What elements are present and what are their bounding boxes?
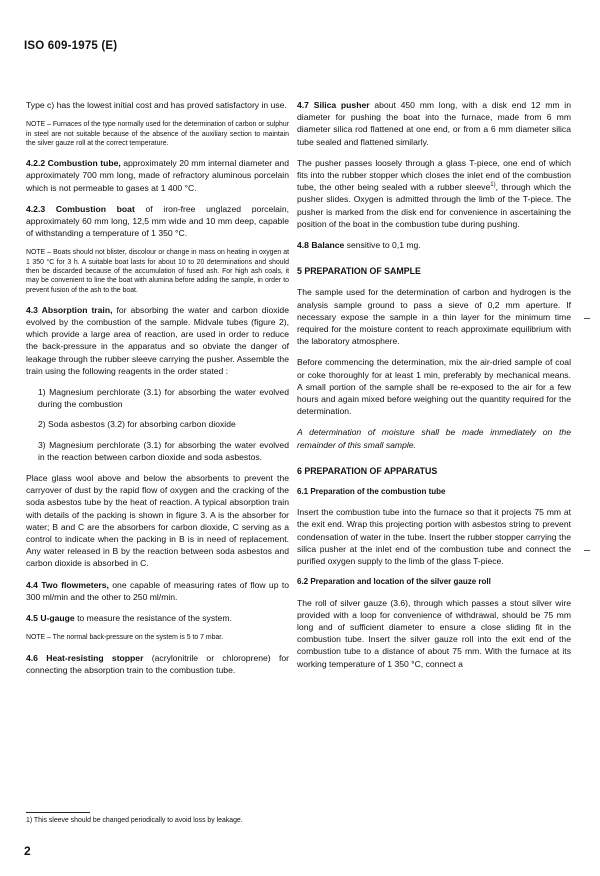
section-4-3-heading: 4.3 Absorption train, [26,304,113,315]
footnote: 1) This sleeve should be changed periodically to avoid loss by leakage. [26,817,243,824]
footnote-reference[interactable]: 1) [490,182,496,189]
section-4-6 [26,652,289,676]
section-4-7-heading: 4.7 Silica pusher [297,100,370,110]
glass-wool-paragraph: Place glass wool above and below the absorbents to prevent the carryover of dust by the rapid flow of oxygen and the cracking of the soda asbestos tube by the heat of reaction. A typical absorption train with details of the packing is shown in figure 3. A is the absorber for water; B and C are the absorbers for carbon dioxide, C serving as a control to indicate when the packing in B is in need of replacement. Any water released in B by the reaction between soda asbestos and carbon dioxide is absorbed in C. [26,473,289,569]
section-6-2-heading: 6.2 Preparation and location of the silver gauze roll [297,577,491,587]
section-4-2-2 [26,157,289,194]
section-4-5 [26,612,289,624]
section-4-4-body: one capable of measuring rates of flow up to 300 ml/min and the other to 250 ml/min. [26,579,289,602]
list-item: 3) Magnesium perchlorate (3.1) for absorbing the water evolved in the reaction between carbon dioxide and soda asbestos. [38,439,289,462]
pusher-paragraph [297,157,571,230]
margin-mark [584,550,590,551]
section-4-6-heading: 4.6 Heat-resisting stopper [26,652,144,663]
reagent-list [26,386,289,463]
left-column [26,99,289,685]
margin-mark [584,318,590,319]
section-4-2-3-body: of iron-free unglazed porcelain, approximately 60 mm long, 12,5 mm wide and 10 mm deep, capable of withstanding a temperature of 1 350 °C. [26,203,289,239]
pusher-text-a: The pusher passes loosely through a glass T-piece, one end of which fits into the rubber stopper which closes the inlet end of the combustion tube, the other being sealed with a rubber sleeve [297,157,571,193]
section-4-7-body: about 450 mm long, with a disk end 12 mm in diameter for pushing the boat into the furnace, made from 6 mm diameter silica rod flattened at one end, or from a 6 mm diameter silica tube sealed and flattened similarly. [297,100,571,147]
section-4-8 [297,239,571,251]
page-number: 2 [24,844,31,858]
note-boats: NOTE – Boats should not blister, discolour or change in mass on heating in oxygen at 1 350 °C for 3 h. A suitable boat lasts for about 10 to 20 determinations and should then be discarded because of the accumulation of fused ash. For high ash coals, it may be convenient to line the boat with alumina before adding the sample, in order to prevent fusion of the ash to the boat. [26,249,289,294]
section-4-5-body: to measure the resistance of the system. [74,613,232,624]
section-4-2-2-body: approximately 20 mm internal diameter and approximately 700 mm long, made of refractory aluminous porcelain which is not permeable to gases at 1 400 °C. [26,158,289,193]
section-5-paragraph-1: The sample used for the determination of carbon and hydrogen is the analysis sample ground to pass a sieve of 0,2 mm aperture. If necessary expose the sample in a thin layer for the minimum time required for the moisture content to reach approximate equilibrium with the laboratory atmosphere. [297,287,571,347]
section-5-paragraph-2: Before commencing the determination, mix the air-dried sample of coal or coke thoroughly for at least 1 min, preferably by mechanical means. A small portion of the sample shall be re-exposed to the air for a few hours and again mixed before weighing out the quantity required for the determination. [297,357,571,417]
list-item: 1) Magnesium perchlorate (3.1) for absorbing the water evolved during the combustion [38,387,289,410]
section-4-3-body: for absorbing the water and carbon dioxide evolved by the combustion of the sample. Midvale tubes (figure 2), which provide a large area of reaction, are used in order to reduce the back-pressure in the apparatus and so obviate the danger of leakage through the rubber sleeve carrying the pusher. Assemble the train using the following reagents in the order stated : [26,304,289,376]
section-5-paragraph-3: A determination of moisture shall be made immediately on the remainder of this small sample. [297,427,571,450]
pusher-text-b: , through which the pusher slides. Oxygen is admitted through the limb of the T-piece. The pusher is marked from the disk end for convenience in ascertaining the position of the boat in the combustion tube during pushing. [297,182,571,229]
section-6-heading: 6 PREPARATION OF APPARATUS [297,465,438,476]
section-4-5-heading: 4.5 U-gauge [26,613,75,624]
section-5-heading: 5 PREPARATION OF SAMPLE [297,266,421,277]
section-4-2-3 [26,203,289,240]
section-4-7 [297,99,571,148]
section-4-3 [26,304,289,377]
section-6-2-paragraph: The roll of silver gauze (3.6), through which passes a stout silver wire provided with a loop for convenience of withdrawal, should be 75 mm long and of sufficient diameter to ensure a close sliding fit in the combustion tube. Insert the silver gauze roll into the exit end of the combustion tube to a distance of about 75 mm. With the furnace at its working temperature of 1 350 °C, connect a [297,597,571,669]
section-4-8-heading: 4.8 Balance [297,240,345,251]
section-4-6-body: (acrylonitrile or chloroprene) for connecting the absorption train to the combustion tube. [26,652,289,675]
document-header: ISO 609-1975 (E) [24,40,118,52]
section-4-2-3-heading: 4.2.3 Combustion boat [26,203,135,214]
right-column [297,99,571,679]
section-6-1-heading: 6.1 Preparation of the combustion tube [297,487,446,497]
section-4-4-heading: 4.4 Two flowmeters, [26,579,109,590]
list-item: 2) Soda asbestos (3.2) for absorbing carbon dioxide [38,419,236,430]
section-4-8-body: sensitive to 0,1 mg. [344,240,421,251]
section-4-4 [26,579,289,603]
intro-paragraph: Type c) has the lowest initial cost and has proved satisfactory in use. [26,100,287,110]
section-6-1-paragraph: Insert the combustion tube into the furnace so that it projects 75 mm at the exit end. Wrap this projecting portion with asbestos string to prevent condensation of water in the tube. Insert the rubber stopper carrying the silica pusher at the inlet end of the combustion tube and connect the purified oxygen supply to the limb of the glass T-piece. [297,507,571,567]
footnote-divider [26,812,90,813]
note-back-pressure: NOTE – The normal back-pressure on the system is 5 to 7 mbar. [26,634,224,642]
section-4-2-2-heading: 4.2.2 Combustion tube, [26,158,121,169]
note-furnace: NOTE – Furnaces of the type normally used for the determination of carbon or sulphur in steel are not suitable because of the absence of the auxiliary section to maintain the silver gauze roll at the correct temperature. [26,121,289,147]
